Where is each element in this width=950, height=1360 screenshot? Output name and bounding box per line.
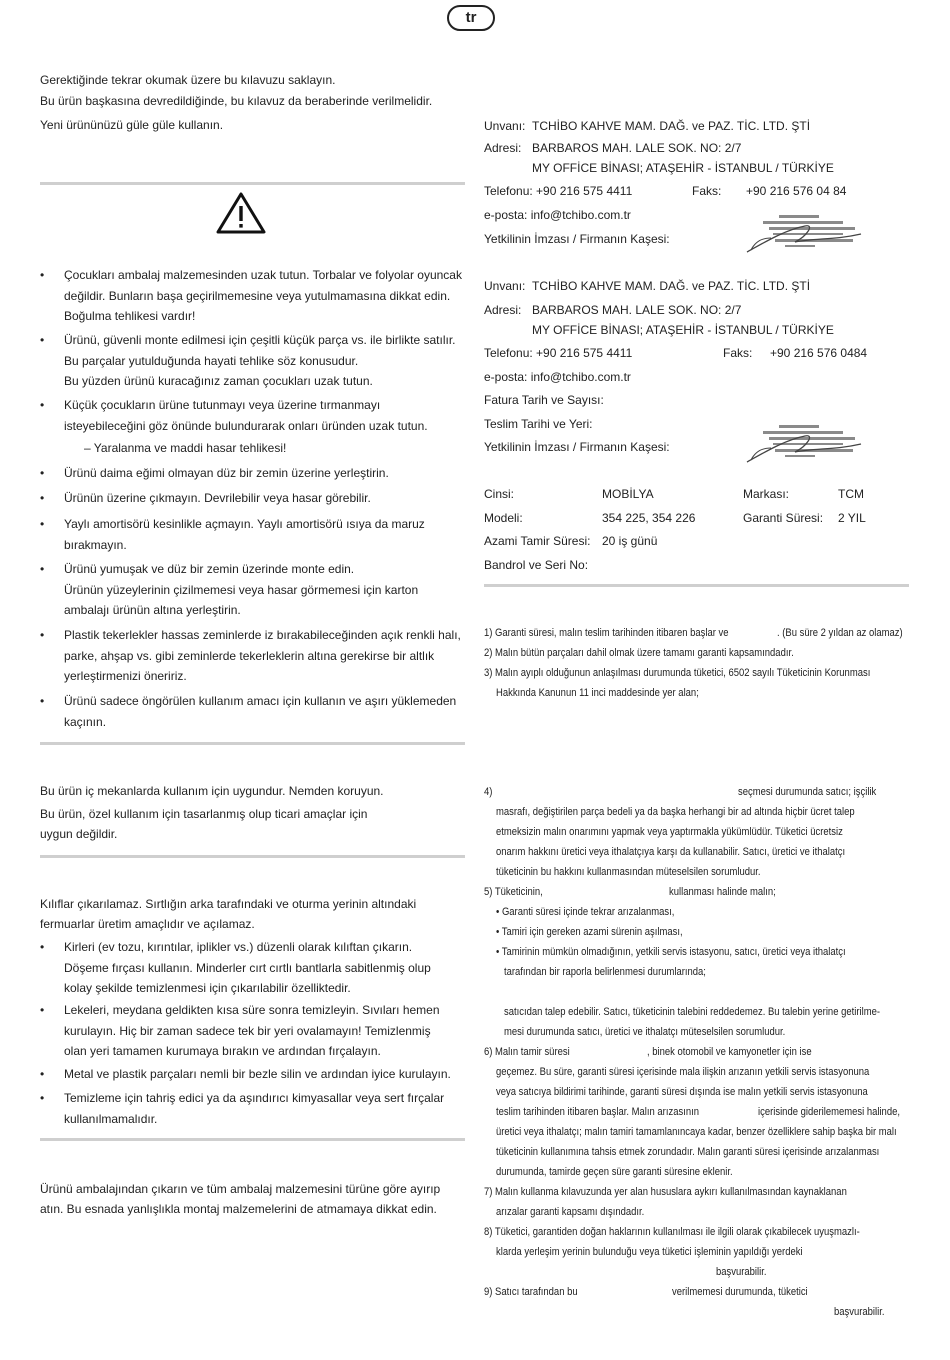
warranty-note-line: • Tamiri için gereken azami sürenin aşılması, [496,926,683,938]
warranty-note-line: kullanması halinde malın; [669,886,776,898]
divider [40,742,465,745]
markasi-label: Markası: [743,487,790,501]
intro-line: Bu ürün başkasına devredildiğinde, bu kılavuz da beraberinde verilmelidir. [40,94,433,108]
bullet-line: kullanılmamalıdır. [64,1111,158,1126]
bullet-line: Ürünü yumuşak ve düz bir zemin üzerinde monte edin. [64,562,355,576]
telefon: Telefonu: +90 216 575 4411 [484,184,633,198]
warranty-note-line: mesi durumunda satıcı, üretici ve ithalatçı müteselsilen sorumludur. [504,1026,786,1038]
bullet-marker: • [40,694,45,708]
bullet-marker: • [40,1067,45,1081]
bullet-line: kaçının. [64,714,107,729]
bullet-line: kolay şekilde temizlenmesi için çıkarılabilir özelliktedir. [64,981,351,995]
divider [40,182,465,185]
bullet-line: Temizleme için tahriş edici ya da aşındırıcı kimyasallar veya sert fırçalar [64,1091,445,1105]
company-stamp-signature [745,422,863,466]
bullet-line: Ürünün üzerine çıkmayın. Devrilebilir veya hasar görebilir. [64,491,371,505]
email: e-posta: info@tchibo.com.tr [484,370,631,384]
warranty-note-line: tüketicinin kullanımına tahsis etmek zorundadır. Malın garanti süresi içerisinde arızalanması [496,1146,880,1158]
adres-line-2: MY OFFİCE BİNASI; ATAŞEHİR - İSTANBUL / TÜRKİYE [532,323,834,337]
bullet-line: Ürünü daima eğimi olmayan düz bir zemin üzerine yerleştirin. [64,466,389,480]
modeli-value: 354 225, 354 226 [602,511,696,525]
warranty-note-line: başvurabilir. [834,1306,885,1318]
cinsi-value: MOBİLYA [602,487,654,501]
warranty-note-line: tarafından bir raporla belirlenmesi durumlarında; [504,966,706,978]
usage-line: Bu ürün iç mekanlarda kullanım için uygundur. Nemden koruyun. [40,784,384,798]
unvan-value: TCHİBO KAHVE MAM. DAĞ. ve PAZ. TİC. LTD. ŞTİ [532,279,811,293]
faks-label: Faks: [692,184,722,198]
warranty-note-line: 7) Malın kullanma kılavuzunda yer alan hususlara aykırı kullanılmasından kaynaklanan [484,1186,847,1198]
bullet-line: Kirleri (ev tozu, kırıntılar, iplikler vs.) düzenli olarak kılıftan çıkarın. [64,940,413,954]
bullet-line: Yaylı amortisörü kesinlikle açmayın. Yaylı amortisörü ısıya da maruz [64,517,425,531]
bullet-marker: • [40,940,45,954]
bullet-line: kurulayın. Hiç bir zaman sadece tek bir yeri ovalamayın! Temizlenmiş [64,1023,431,1038]
bullet-marker: • [40,1091,45,1105]
garanti-value: 2 YIL [838,511,866,525]
warranty-note-line: 3) Malın ayıplı olduğunun anlaşılması durumunda tüketici, 6502 sayılı Tüketicinin Korunması [484,667,871,679]
bullet-line: Lekeleri, meydana geldikten kısa süre sonra temizleyin. Sıvıları hemen [64,1003,440,1017]
warranty-note-line: durumunda, tamirde geçen süre garanti süresine eklenir. [496,1166,733,1178]
bullet-marker: • [40,628,45,642]
adres-label: Adresi: [484,141,522,155]
warranty-note-line: içerisinde giderilememesi halinde, [758,1106,900,1118]
bullet-line: Ürünün yüzeylerinin çizilmemesi veya hasar görmemesi için karton [64,582,419,597]
adres-label: Adresi: [484,303,522,317]
bullet-line: ambalajı ürünün altına yerleştirin. [64,603,241,617]
garanti-label: Garanti Süresi: [743,511,824,525]
warranty-note-line: verilmemesi durumunda, tüketici [672,1286,808,1298]
tamir-label: Azami Tamir Süresi: [484,534,591,548]
warranty-note-line: tüketicinin bu hakkını kullanmasından müteselsilen sorumludur. [496,866,761,878]
warranty-note-line: 9) Satıcı tarafından bu [484,1286,578,1298]
disposal-line: atın. Bu esnada yanlışlıkla montaj malzemelerini de atmamaya dikkat edin. [40,1202,437,1216]
bullet-line: Bu yüzden ürünü kuracağınız zaman çocukları uzak tutun. [64,374,373,388]
warranty-note-line: veya satıcıya bildirimi tarihinde, garanti süresi dışında ise malın yetkili servis istasyonuna [496,1086,868,1098]
fatura-label: Fatura Tarih ve Sayısı: [484,393,604,407]
warranty-note-line: masrafı, değiştirilen parça bedeli ya da başka herhangi bir ad altında hiçbir ücret talep [496,806,855,818]
bullet-line: Ürünü, güvenli monte edilmesi için çeşitli küçük parça vs. ile birlikte satılır. [64,333,456,347]
warranty-note-line: arızalar garanti kapsamı dışındadır. [496,1206,645,1218]
usage-line: uygun değildir. [40,827,118,841]
company-stamp-signature [745,212,863,256]
bullet-line: Plastik tekerlekler hassas zeminlerde iz bırakabileceğinden açık renkli halı, [64,628,461,642]
bullet-marker: • [40,466,45,480]
bandrol-label: Bandrol ve Seri No: [484,558,589,572]
warranty-note-line: başvurabilir. [716,1266,767,1278]
bullet-marker: • [40,491,45,505]
unvan-value: TCHİBO KAHVE MAM. DAĞ. ve PAZ. TİC. LTD. ŞTİ [532,119,811,133]
unvan-label: Unvanı: [484,279,526,293]
yetkili-label: Yetkilinin İmzası / Firmanın Kaşesi: [484,440,670,454]
bullet-line: Küçük çocukların ürüne tutunmayı veya üzerine tırmanmayı [64,398,381,412]
bullet-line: Metal ve plastik parçaları nemli bir bezle silin ve ardından iyice kurulayın. [64,1067,451,1081]
warranty-note-line: 5) Tüketicinin, [484,886,543,898]
warranty-note-line: 1) Garanti süresi, malın teslim tarihinden itibaren başlar ve [484,627,729,639]
modeli-label: Modeli: [484,511,523,525]
faks-value: +90 216 576 04 84 [746,184,847,198]
bullet-line: Boğulma tehlikesi vardır! [64,309,196,323]
bullet-marker: • [40,268,45,282]
warranty-note-line: satıcıdan talep edebilir. Satıcı, tüketicinin talebini reddedemez. Bu talebin yerine getirilme- [504,1006,880,1018]
intro-line: Gerektiğinde tekrar okumak üzere bu kılavuzu saklayın. [40,73,336,87]
adres-line-2: MY OFFİCE BİNASI; ATAŞEHİR - İSTANBUL / TÜRKİYE [532,161,834,175]
bullet-marker: • [40,333,45,347]
bullet-marker: • [40,517,45,531]
warranty-note-line: onarım hakkını üretici veya ithalatçıya karşı da kullanabilir. Satıcı, üretici ve ithalatçı [496,846,846,858]
adres-line-1: BARBAROS MAH. LALE SOK. NO: 2/7 [532,141,742,155]
cinsi-label: Cinsi: [484,487,515,501]
divider [484,584,909,587]
warranty-note-line: Hakkında Kanunun 11 inci maddesinde yer alan; [496,687,699,699]
bullet-marker: • [40,1003,45,1017]
teslim-label: Teslim Tarihi ve Yeri: [484,417,593,431]
warranty-note-line: 8) Tüketici, garantiden doğan haklarının kullanılması ile ilgili olarak çıkabilecek uyuşmazlı- [484,1226,860,1238]
telefon: Telefonu: +90 216 575 4411 [484,346,633,360]
care-intro-line: Kılıflar çıkarılamaz. Sırtlığın arka tarafındaki ve oturma yerinin altındaki [40,897,417,911]
bullet-line: Bu parçalar yutulduğunda hayati tehlike söz konusudur. [64,353,359,368]
bullet-line: parke, ahşap vs. gibi zeminlerde tekerleklerin altına gerekirse bir altlık [64,648,435,663]
warranty-note-line: teslim tarihinden itibaren başlar. Malın arızasının [496,1106,699,1118]
warranty-note-line: . (Bu süre 2 yıldan az olamaz) [777,627,903,639]
usage-line: Bu ürün, özel kullanım için tasarlanmış olup ticari amaçlar için [40,807,368,821]
markasi-value: TCM [838,487,864,501]
warranty-note-line: • Garanti süresi içinde tekrar arızalanması, [496,906,675,918]
bullet-line: olan yeri tamamen kurumaya bırakın ve ardından fırçalayın. [64,1044,381,1058]
warranty-note-line: klarda yerleşim yerinin bulunduğu veya tüketici işleminin yapıldığı yerdeki [496,1246,803,1258]
disposal-line: Ürünü ambalajından çıkarın ve tüm ambalaj malzemesini türüne göre ayırıp [40,1182,441,1196]
bullet-line: yerleştirmenizi öneririz. [64,669,187,683]
bullet-line: Çocukları ambalaj malzemesinden uzak tutun. Torbalar ve folyolar oyuncak [64,268,462,282]
warranty-note-line: seçmesi durumunda satıcı; işçilik [738,786,877,798]
unvan-label: Unvanı: [484,119,526,133]
care-intro-line: fermuarlar üretim amaçlıdır ve açılamaz. [40,917,255,931]
warranty-note-line: etmeksizin malın onarımını yapmak veya yaptırmakla yükümlüdür. Tüketici ücretsiz [496,826,843,838]
bullet-marker: • [40,398,45,412]
warranty-note-line: üretici veya ithalatçı; malın tamiri tamamlanıncaya kadar, benzer özelliklere sahip başka bir malı [496,1126,897,1138]
warning-icon [215,191,267,235]
email: e-posta: info@tchibo.com.tr [484,208,631,222]
faks-label: Faks: [723,346,753,360]
intro-line: Yeni ürününüzü güle güle kullanın. [40,118,224,132]
faks-value: +90 216 576 0484 [770,346,868,360]
bullet-line: isteyebileceğini göz önünde bulundurarak onları üründen uzak tutun. [64,418,428,433]
injury-warning: – Yaralanma ve maddi hasar tehlikesi! [84,441,287,455]
warranty-note-line: 4) [484,786,493,798]
bullet-line: Ürünü sadece öngörülen kullanım amacı için kullanın ve aşırı yüklemeden [64,694,457,708]
bullet-line: bırakmayın. [64,537,127,552]
divider [40,855,465,858]
adres-line-1: BARBAROS MAH. LALE SOK. NO: 2/7 [532,303,742,317]
bullet-marker: • [40,562,45,576]
warranty-note-line: 2) Malın bütün parçaları dahil olmak üzere tamamı garanti kapsamındadır. [484,647,794,659]
bullet-line: Döşeme fırçası kullanın. Minderler cırt cırtlı bantlarla sabitlenmiş olup [64,960,431,975]
warranty-note-line: , binek otomobil ve kamyonetler için ise [647,1046,812,1058]
divider [40,1138,465,1141]
bullet-line: değildir. Bunların başa geçirilmemesine veya yutulmamasına dikkat edin. [64,288,451,303]
language-badge: tr [447,5,495,31]
warranty-note-line: • Tamirinin mümkün olmadığının, yetkili servis istasyonu, satıcı, üretici veya ithalatçı [496,946,846,958]
tamir-value: 20 iş günü [602,534,658,548]
yetkili-label: Yetkilinin İmzası / Firmanın Kaşesi: [484,232,670,246]
warranty-note-line: geçemez. Bu süre, garanti süresi içerisinde mala ilişkin arızanın yetkili servis istasyonuna [496,1066,870,1078]
warranty-note-line: 6) Malın tamir süresi [484,1046,570,1058]
